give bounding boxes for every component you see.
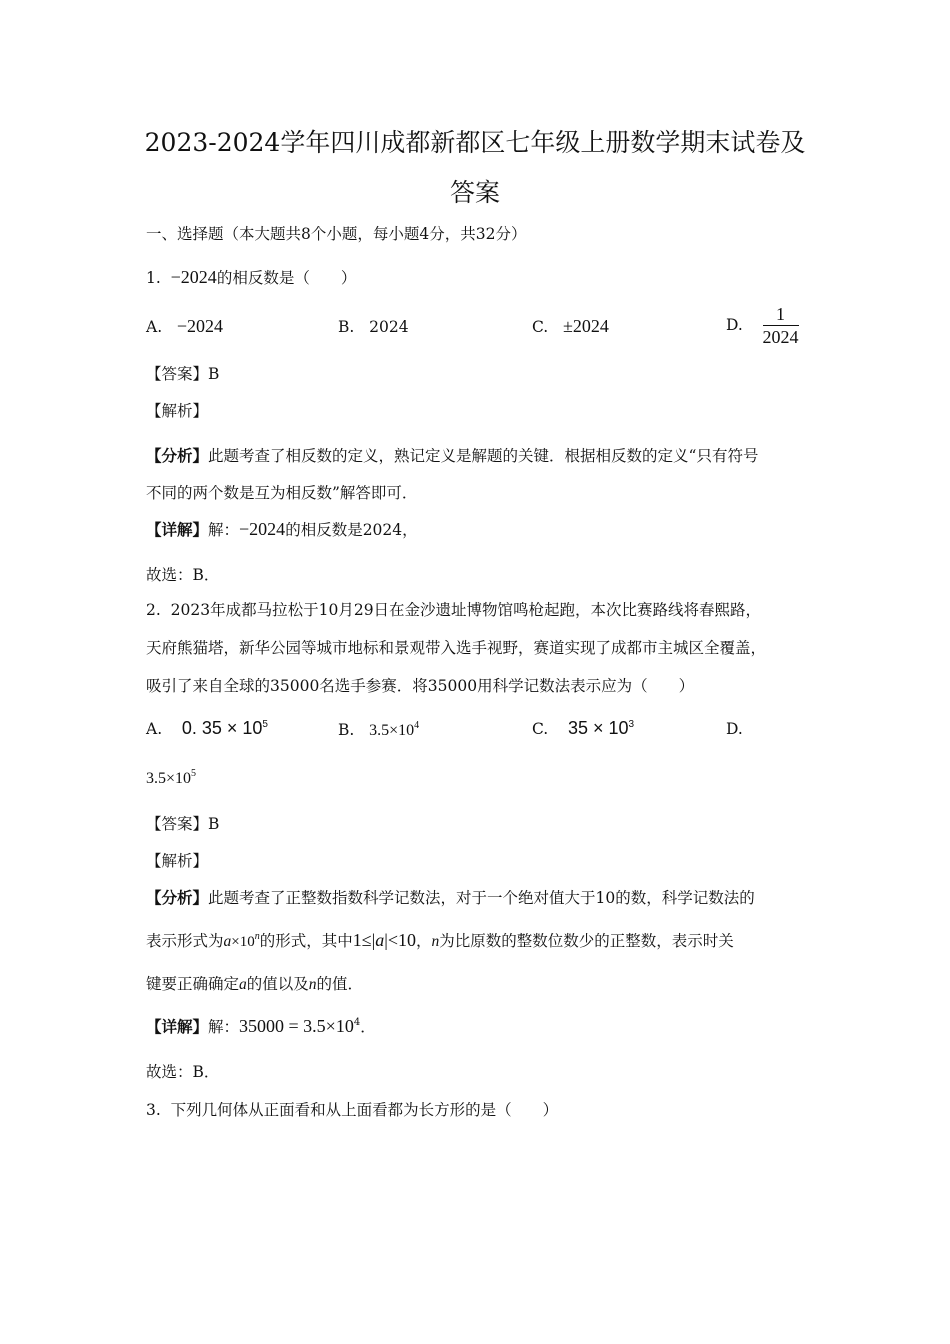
option-value (182, 718, 268, 738)
fenxi-2-line-3 (146, 972, 363, 994)
detail-2 (146, 1015, 376, 1037)
question-3 (146, 1098, 558, 1120)
question-stem: 的相反数是（ ） (216, 269, 357, 287)
text: ， (416, 932, 432, 950)
detail-1 (146, 518, 418, 540)
option-value: ±2024 (563, 316, 609, 336)
var-n: n (431, 933, 440, 950)
text: 的值以及 (246, 975, 309, 993)
choose-2: 故选：B． (146, 1063, 220, 1081)
sci-exp: 5 (191, 768, 197, 779)
title-line-2: 答案 (449, 178, 500, 207)
question-stem: 下列几何体从正面看和从上面看都为长方形的是（ ） (170, 1101, 559, 1119)
fraction-denominator: 2024 (762, 327, 799, 347)
detail-post: ． (360, 1018, 376, 1036)
section-heading: 一、选择题（本大题共8个小题，每小题4分，共32分） (146, 225, 527, 243)
detail-tag: 【详解】 (146, 1017, 209, 1036)
option-c (532, 718, 634, 739)
detail-pre: 解： (208, 521, 240, 539)
page-title (120, 118, 830, 218)
text: 表示形式为 (146, 932, 224, 950)
fenxi-text: 此题考查了相反数的定义，熟记定义是解题的关键．根据相反数的定义“只有符号 (208, 447, 759, 465)
text: 为比原数的整数位数少的正整数，表示时关 (439, 932, 734, 950)
option-value: 2024 (369, 318, 409, 336)
math-expr: −2024 (170, 267, 217, 287)
var-n: n (254, 931, 260, 942)
analysis-1: 【解析】 (146, 402, 209, 420)
fenxi-tag: 【分析】 (146, 888, 209, 907)
math-expr: ×10 (231, 934, 255, 950)
sci-base: 3.5×10 (146, 770, 192, 787)
detail-tag: 【详解】 (146, 520, 209, 539)
math-expr: −2024 (239, 519, 286, 539)
question-2-line-2: 天府熊猫塔，新华公园等城市地标和景观带入选手视野，赛道实现了成都市主城区全覆盖， (146, 639, 767, 657)
fenxi-2-line-1 (146, 886, 755, 908)
fenxi-1-line-1 (146, 444, 758, 466)
sci-exp: 5 (262, 719, 268, 730)
option-label: C. (532, 720, 549, 738)
option-value: −2024 (176, 316, 224, 336)
var-a: a (239, 976, 247, 993)
question-number: 3. (146, 1101, 161, 1119)
option-a (146, 718, 268, 739)
text: 的值． (316, 975, 364, 993)
sci-base: 0. 35 × 10 (181, 718, 263, 738)
question-1 (146, 266, 356, 288)
option-label: A. (146, 318, 163, 336)
answer-2: 【答案】B (146, 815, 220, 833)
detail-pre: 解： (208, 1018, 240, 1036)
answer-1: 【答案】B (146, 365, 220, 383)
sci-base: 35 × 10 (567, 718, 629, 738)
choose-1: 故选：B． (146, 566, 220, 584)
math-expr: 1≤| (352, 930, 376, 950)
option-label: A. (146, 720, 163, 738)
math-expr: 35000 = 3.5×10 (239, 1016, 354, 1036)
var-n: n (308, 976, 317, 993)
analysis-2: 【解析】 (146, 852, 209, 870)
detail-post: 的相反数是2024， (285, 521, 418, 539)
fraction-numerator: 1 (763, 304, 799, 326)
fenxi-1-line-2: 不同的两个数是互为相反数”解答即可． (146, 484, 418, 502)
fenxi-tag: 【分析】 (146, 446, 209, 465)
question-number: 1. (146, 269, 161, 287)
question-2-line-1 (146, 598, 761, 620)
option-c (532, 316, 609, 337)
question-2-line-3: 吸引了来自全球的35000名选手参赛．将35000用科学记数法表示应为（ ） (146, 677, 695, 695)
option-b (338, 720, 419, 740)
option-label: D. (726, 316, 743, 334)
math-expr: |<10 (384, 930, 416, 950)
fenxi-text: 此题考查了正整数指数科学记数法，对于一个绝对值大于10的数，科学记数法的 (208, 889, 755, 907)
option-d (726, 304, 799, 348)
option-label: B. (338, 318, 355, 336)
fraction (763, 304, 799, 348)
var-a: a (375, 930, 385, 950)
option-label: B. (338, 721, 355, 739)
sci-exp: 4 (353, 1017, 361, 1028)
text: 的形式，其中 (259, 932, 353, 950)
option-d-value (146, 768, 196, 788)
question-stem: 2023年成都马拉松于10月29日在金沙遗址博物馆鸣枪起跑，本次比赛路线将春熙路， (170, 601, 762, 619)
option-value (568, 718, 634, 738)
sci-base: 3.5×10 (369, 722, 415, 739)
option-value (369, 722, 419, 739)
option-d-label: D. (726, 720, 743, 738)
var-a: a (223, 933, 232, 950)
question-number: 2. (146, 601, 161, 619)
sci-exp: 4 (414, 720, 420, 731)
option-a (146, 316, 223, 337)
option-label: C. (532, 318, 549, 336)
fenxi-2-line-2 (146, 929, 734, 951)
title-line-1: 2023-2024学年四川成都新都区七年级上册数学期末试卷及 (144, 128, 806, 157)
sci-exp: 3 (628, 719, 635, 730)
option-b (338, 318, 409, 336)
text: 键要正确确定 (146, 975, 240, 993)
